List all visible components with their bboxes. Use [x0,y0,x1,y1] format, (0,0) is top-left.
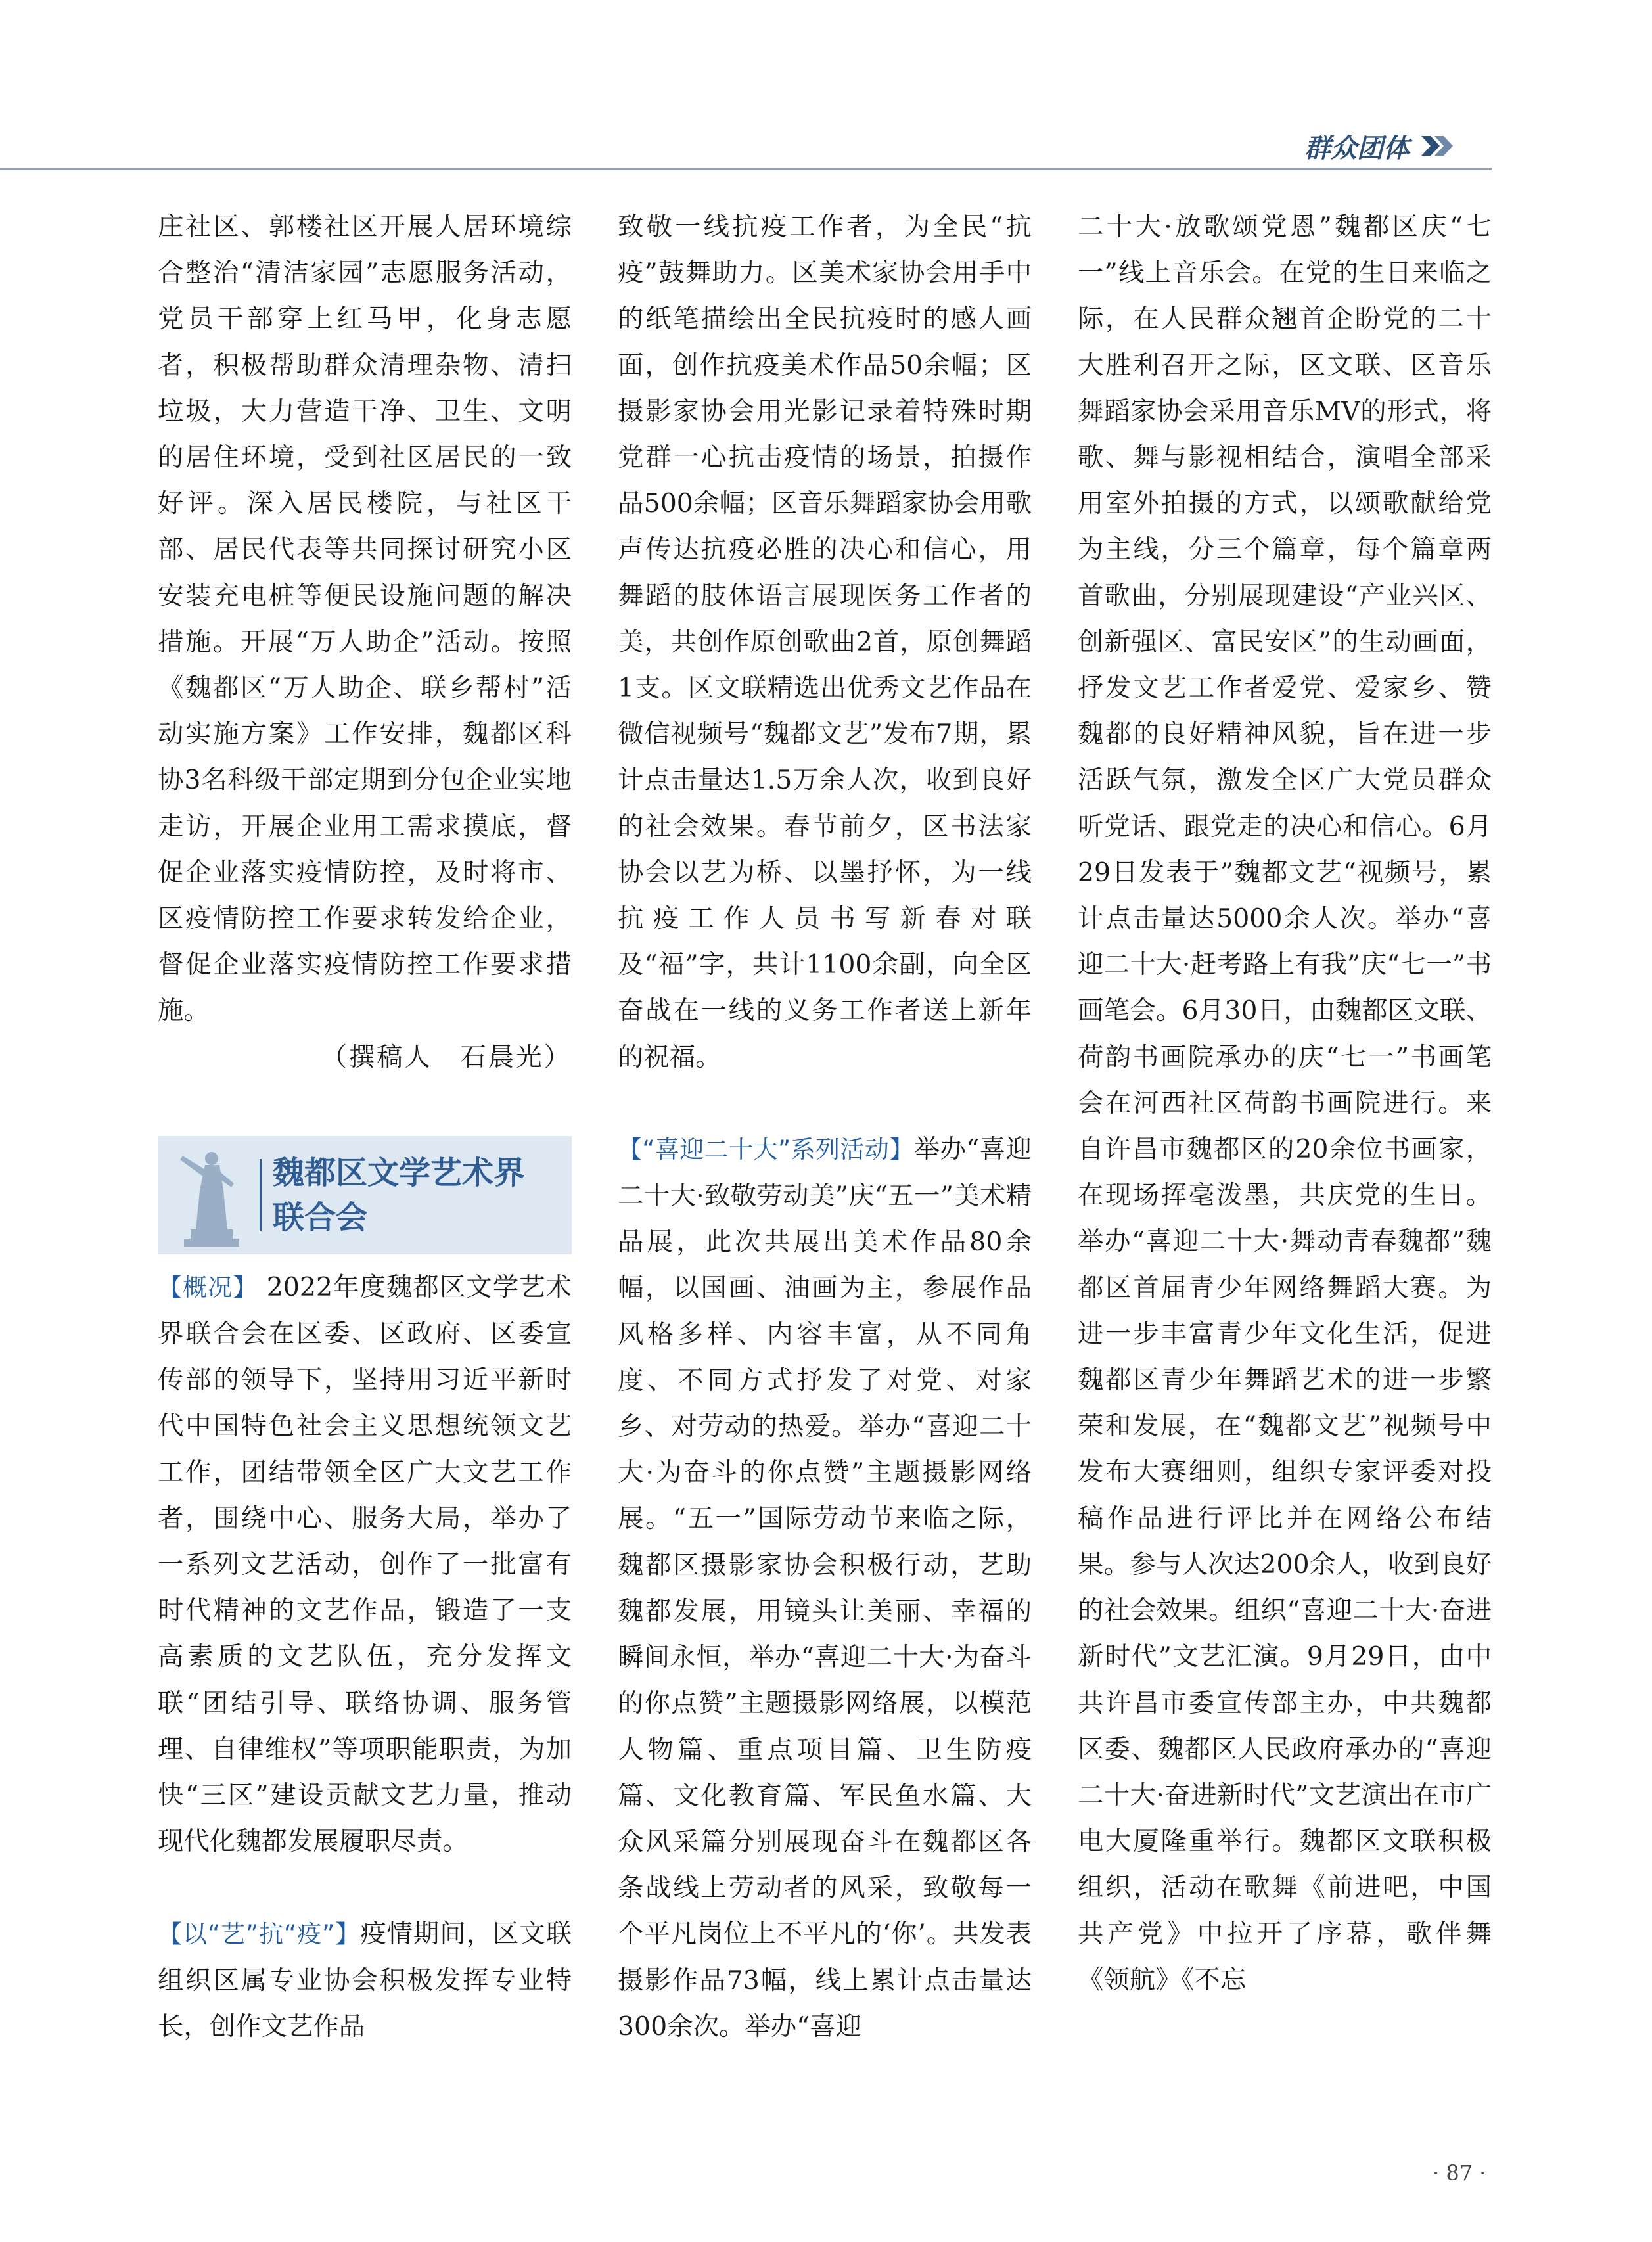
series-activities-text: 举办“喜迎二十大·致敬劳动美”庆“五一”美术精品展，此次共展出美术作品80余幅，以国画、油画为主，参展作品风格多样、内容丰富，从不同角度、不同方式抒发了对党、对家乡、对劳动的热爱。举办“喜迎二十大·为奋斗的你点赞”主题摄影网络展。“五一”国际劳动节来临之际，魏都区摄影家协会积极行动，艺助魏都发展，用镜头让美丽、幸福的瞬间永恒，举办“喜迎二十大·为奋斗的你点赞”主题摄影网络展，以模范人物篇、重点项目篇、卫生防疫篇、文化教育篇、军民鱼水篇、大众风采篇分别展现奋斗在魏都区各条战线上劳动者的风采，致敬每一个平凡岗位上不平凡的‘你’。共发表摄影作品73幅，线上累计点击量达300余次。举办“喜迎 [618,1133,1032,2042]
fight-epidemic-paragraph [158,1911,572,2050]
section-label [1304,126,1456,166]
fight-epidemic-keyword: 【以“艺”抗“疫”】 [158,1919,361,1948]
statue-icon [168,1144,254,1264]
overview-keyword: 【概况】 [158,1273,258,1302]
title-separator [260,1159,262,1231]
author-credit: （撰稿人 石晨光） [321,1041,572,1072]
series-activities-keyword: 【“喜迎二十大”系列活动】 [618,1135,914,1164]
paragraph: 庄社区、郭楼社区开展人居环境综合整治“清洁家园”志愿服务活动，党员干部穿上红马甲，化身志愿者，积极帮助群众清理杂物、清扫垃圾，大力营造干净、卫生、文明的居住环境，受到社区居民的一致好评。深入居民楼院，与社区干部、居民代表等共同探讨研究小区安装充电桩等便民设施问题的解决措施。开展“万人助企”活动。按照《魏都区“万人助企、联乡帮村”活动实施方案》工作安排，魏都区科协3名科级干部定期到分包企业实地走访，开展企业用工需求摸底，督促企业落实疫情防控，及时将市、区疫情防控工作要求转发给企业，督促企业落实疫情防控工作要求措施。 [158,212,572,1026]
page-number: · 87 · [1433,2161,1486,2185]
series-activities-paragraph [618,1126,1032,2049]
paragraph: 致敬一线抗疫工作者，为全民“抗疫”鼓舞助力。区美术家协会用手中的纸笔描绘出全民抗疫时的感人画面，创作抗疫美术作品50余幅；区摄影家协会用光影记录着特殊时期党群一心抗击疫情的场景，拍摄作品500余幅；区音乐舞蹈家协会用歌声传达抗疫必胜的决心和信心，用舞蹈的肢体语言展现医务工作者的美，共创作原创歌曲2首，原创舞蹈1支。区文联精选出优秀文艺作品在微信视频号“魏都文艺”发布7期，累计点击量达1.5万余人次，收到良好的社会效果。春节前夕，区书法家协会以艺为桥、以墨抒怀，为一线抗疫工作人员书写新春对联及“福”字，共计1100余副，向全区奋战在一线的义务工作者送上新年的祝福。 [618,212,1032,1072]
organization-title-line-1: 魏都区文学艺术界 [273,1154,526,1191]
overview-text: 2022年度魏都区文学艺术界联合会在区委、区政府、区委宣传部的领导下，坚持用习近平新时代中国特色社会主义思想统领文艺工作，团结带领全区广大文艺工作者，围绕中心、服务大局，举办了一系列文艺活动，创作了一批富有时代精神的文艺作品，锻造了一支高素质的文艺队伍，充分发挥文联“团结引导、联络协调、服务管理、自律维权”等项职能职责，为加快“三区”建设贡献文艺力量，推动现代化魏都发展履职尽责。 [158,1271,572,1857]
fight-epidemic-text: 疫情期间，区文联组织区属专业协会积极发挥专业特长，创作文艺作品 [158,1918,572,2042]
column-3 [1078,204,1492,2003]
column-2 [618,204,1032,2049]
organization-title-line-2: 联合会 [273,1199,368,1236]
section-title: 群众团体 [1304,133,1410,164]
organization-header-box [158,1136,572,1254]
overview-paragraph [158,1264,572,1865]
double-chevron-right-icon [1419,135,1456,157]
column-1 [158,204,572,2049]
header-rule [0,168,1492,170]
organization-title [273,1151,565,1240]
paragraph: 二十大·放歌颂党恩”魏都区庆“七一”线上音乐会。在党的生日来临之际，在人民群众翘首企盼党的二十大胜利召开之际，区文联、区音乐舞蹈家协会采用音乐MV的形式，将歌、舞与影视相结合，演唱全部采用室外拍摄的方式，以颂歌献给党为主线，分三个篇章，每个篇章两首歌曲，分别展现建设“产业兴区、创新强区、富民安区”的生动画面，抒发文艺工作者爱党、爱家乡、赞魏都的良好精神风貌，旨在进一步活跃气氛，激发全区广大党员群众听党话、跟党走的决心和信心。6月29日发表于”魏都文艺“视频号，累计点击量达5000余人次。举办“喜迎二十大·赶考路上有我”庆“七一”书画笔会。6月30日，由魏都区文联、荷韵书画院承办的庆“七一”书画笔会在河西社区荷韵书画院进行。来自许昌市魏都区的20余位书画家，在现场挥毫泼墨，共庆党的生日。举办“喜迎二十大·舞动青春魏都”魏都区首届青少年网络舞蹈大赛。为进一步丰富青少年文化生活，促进魏都区青少年舞蹈艺术的进一步繁荣和发展，在“魏都文艺”视频号中发布大赛细则，组织专家评委对投稿作品进行评比并在网络公布结果。参与人次达200余人，收到良好的社会效果。组织“喜迎二十大·奋进新时代”文艺汇演。9月29日，由中共许昌市委宣传部主办，中共魏都区委、魏都区人民政府承办的“喜迎二十大·奋进新时代”文艺演出在市广电大厦隆重举行。魏都区文联积极组织，活动在歌舞《前进吧，中国共产党》中拉开了序幕，歌伴舞《领航》《不忘 [1078,212,1492,1995]
